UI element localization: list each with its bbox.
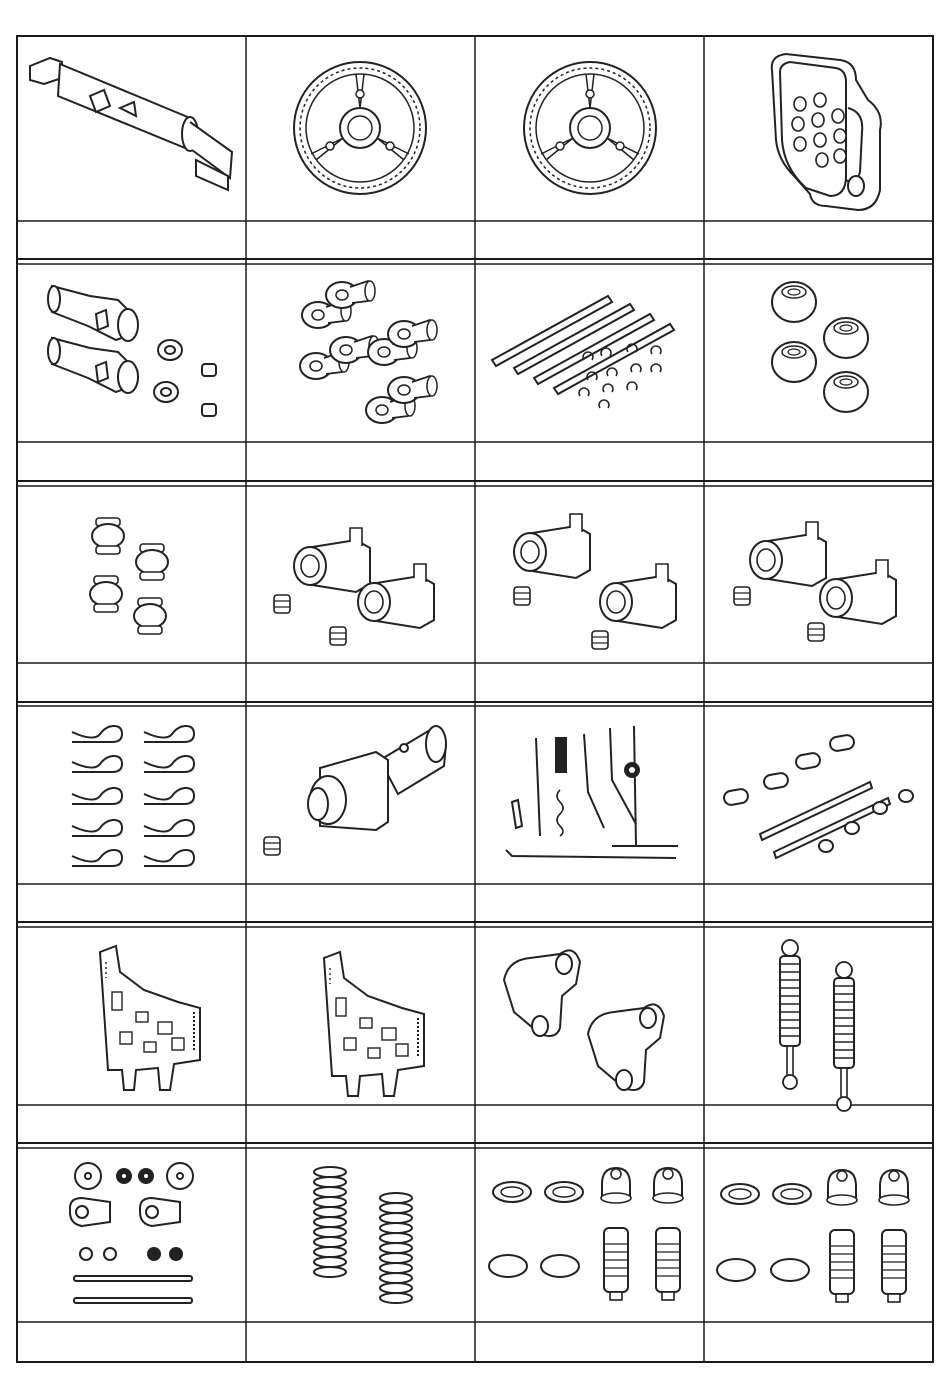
part-pivot-balls-large [772,282,868,412]
part-shock-tower-b [324,952,424,1096]
part-steering-knuckles [504,950,664,1090]
part-outdrive-cups-a [274,528,434,645]
part-body-clips [72,726,194,866]
part-drive-cups-with-nuts [48,286,216,416]
part-mushroom-bushings [300,281,437,423]
part-turnbuckles-and-ends [723,734,913,858]
part-shock-absorbers [780,940,854,1111]
part-shock-hardware [70,1163,193,1303]
part-shock-springs [314,1167,412,1303]
part-outdrive-cups-b [514,514,676,649]
part-slipper-plate [772,54,881,210]
part-drive-shaft [30,58,232,190]
part-shock-caps-and-bodies-b [717,1170,909,1302]
part-spur-gear-a [294,62,426,194]
part-shock-caps-and-bodies-a [489,1168,683,1300]
part-center-outdrive [264,726,446,855]
part-shock-tower-a [100,946,200,1090]
part-spur-gear-b [524,62,656,194]
part-wire-rods-and-springs [506,726,678,858]
part-hinge-pins-and-clips [492,296,674,408]
part-pivot-balls-small [90,518,168,634]
part-outdrive-cups-c [734,522,896,641]
parts-grid [17,36,933,1362]
